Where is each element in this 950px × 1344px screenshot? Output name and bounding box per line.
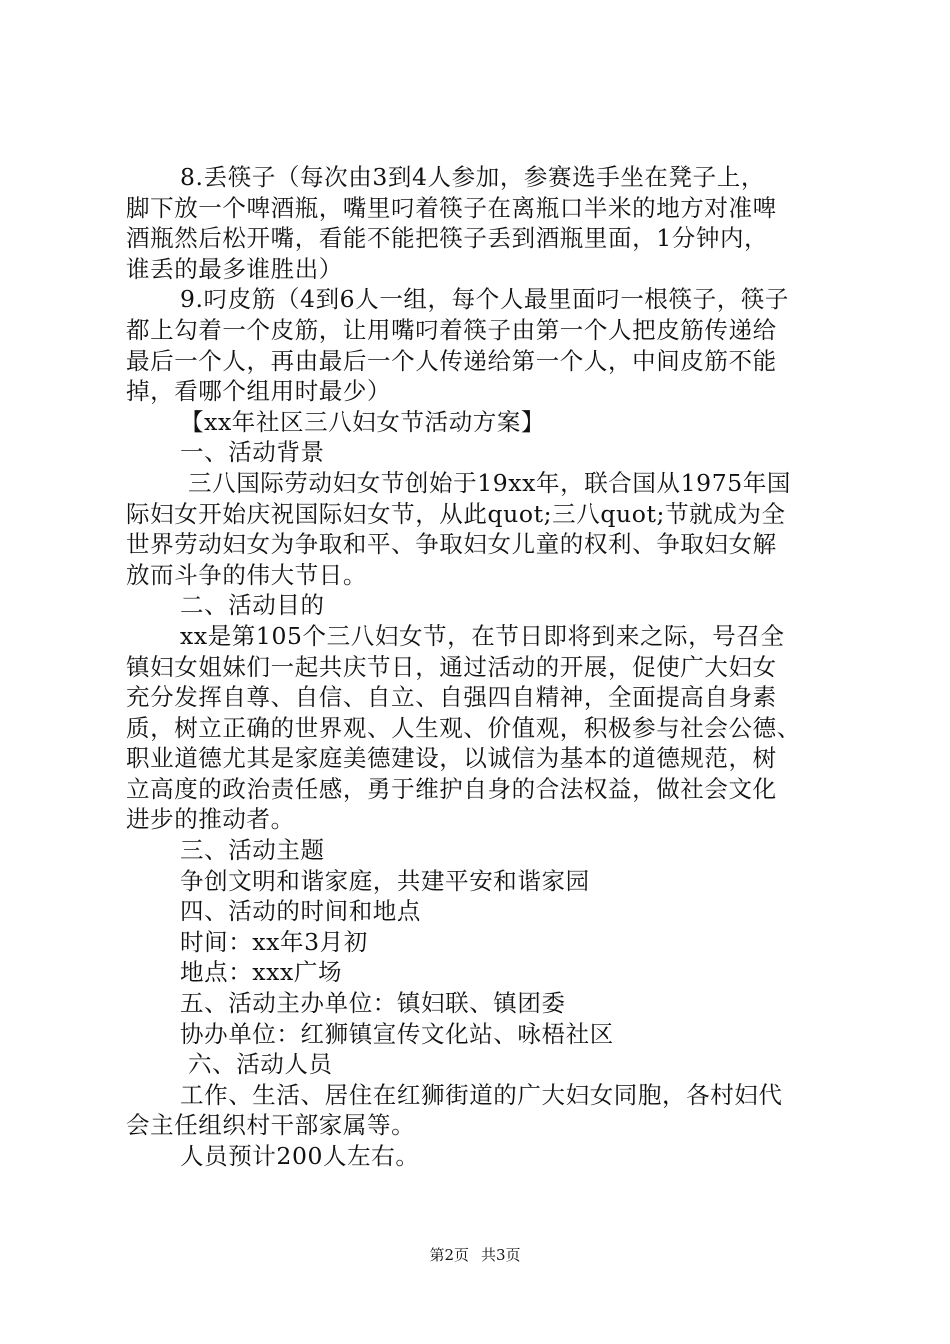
- paragraph-line: 谁丢的最多谁胜出）: [126, 254, 343, 283]
- paragraph-line: 掉，看哪个组用时最少）: [126, 377, 392, 406]
- page-footer: [0, 1244, 950, 1265]
- paragraph-line: 二、活动目的: [180, 591, 325, 620]
- paragraph-line: 一、活动背景: [180, 438, 325, 467]
- paragraph-line: 酒瓶然后松开嘴，看能不能把筷子丢到酒瓶里面，1分钟内，: [126, 224, 769, 253]
- paragraph-line: 会主任组织村干部家属等。: [126, 1111, 416, 1140]
- page-total: 共3页: [481, 1246, 521, 1264]
- page-number: 第2页: [429, 1246, 469, 1264]
- paragraph-line: 人员预计200人左右。: [180, 1142, 420, 1170]
- paragraph-line: 【xx年社区三八妇女节活动方案】: [180, 407, 546, 436]
- paragraph-line: 地点：xxx广场: [180, 958, 343, 987]
- paragraph-line: 工作、生活、居住在红狮街道的广大妇女同胞，各村妇代: [180, 1080, 783, 1109]
- paragraph-line: 六、活动人员: [188, 1050, 333, 1079]
- paragraph-line: xx是第105个三八妇女节，在节日即将到来之际，号召全: [180, 621, 785, 650]
- paragraph-line: 际妇女开始庆祝国际妇女节，从此quot;三八quot;节就成为全: [126, 499, 786, 528]
- paragraph-line: 镇妇女姐妹们一起共庆节日，通过活动的开展，促使广大妇女: [126, 652, 777, 681]
- paragraph-line: 立高度的政治责任感，勇于维护自身的合法权益，做社会文化: [126, 774, 777, 803]
- paragraph-line: 放而斗争的伟大节日。: [126, 560, 367, 589]
- paragraph-line: 四、活动的时间和地点: [180, 897, 421, 926]
- document-body: [0, 162, 950, 1172]
- paragraph-line: 脚下放一个啤酒瓶，嘴里叼着筷子在离瓶口半米的地方对准啤: [126, 193, 777, 222]
- paragraph-line: 8.丢筷子（每次由3到4人参加，参赛选手坐在凳子上，: [180, 163, 765, 191]
- paragraph-line: 9.叼皮筋（4到6人一组，每个人最里面叼一根筷子，筷子: [180, 285, 790, 314]
- paragraph-line: 充分发挥自尊、自信、自立、自强四自精神，全面提高自身素: [126, 683, 777, 712]
- paragraph-line: 五、活动主办单位：镇妇联、镇团委: [180, 989, 566, 1018]
- paragraph-line: 进步的推动者。: [126, 805, 295, 834]
- paragraph-line: 都上勾着一个皮筋，让用嘴叼着筷子由第一个人把皮筋传递给: [126, 315, 777, 344]
- paragraph-line: 三八国际劳动妇女节创始于19xx年，联合国从1975年国: [188, 468, 792, 497]
- paragraph-line: 质，树立正确的世界观、人生观、价值观，积极参与社会公德、: [126, 713, 801, 742]
- paragraph-line: 职业道德尤其是家庭美德建设，以诚信为基本的道德规范，树: [126, 744, 777, 773]
- paragraph-line: 世界劳动妇女为争取和平、争取妇女儿童的权利、争取妇女解: [126, 530, 777, 559]
- paragraph-line: 时间：xx年3月初: [180, 927, 368, 956]
- paragraph-line: 最后一个人，再由最后一个人传递给第一个人，中间皮筋不能: [126, 346, 777, 375]
- paragraph-line: 协办单位：红狮镇宣传文化站、咏梧社区: [180, 1019, 614, 1048]
- paragraph-line: 争创文明和谐家庭，共建平安和谐家园: [180, 866, 590, 895]
- paragraph-line: 三、活动主题: [180, 836, 325, 865]
